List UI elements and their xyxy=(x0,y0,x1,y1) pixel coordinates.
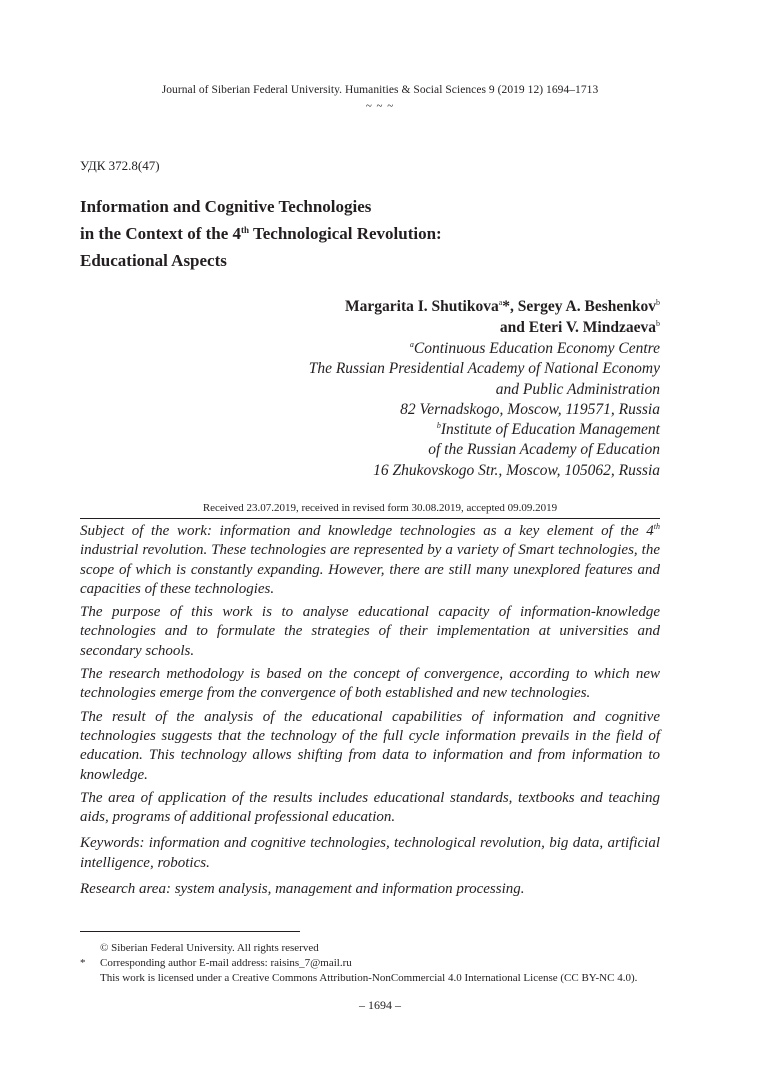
author-3-affil: b xyxy=(656,319,660,328)
udk-code: УДК 372.8(47) xyxy=(80,158,160,173)
copyright-text: © Siberian Federal University. All rights reserved xyxy=(100,942,319,954)
header-ornament: ~ ~ ~ xyxy=(365,100,395,112)
footnote-corresponding xyxy=(80,956,680,971)
authors-line-2 xyxy=(345,317,660,338)
journal-header: Journal of Siberian Federal University. Humanities & Social Sciences 9 (2019 12) 1694–1713 xyxy=(161,84,599,96)
footnote-star: * xyxy=(80,957,86,969)
abstract-subject-pre: Subject of the work: information and knowledge technologies as a key element of the 4 xyxy=(80,523,654,539)
affil-b-name: Institute of Education Management xyxy=(440,421,660,439)
affil-a-mark: a xyxy=(409,340,414,349)
affil-a-address: 82 Vernadskogo, Moscow, 119571, Russia xyxy=(400,400,660,418)
author-1-affil: a xyxy=(498,298,503,307)
received-dates: Received 23.07.2019, received in revised form 30.08.2019, accepted 09.09.2019 xyxy=(202,502,558,514)
author-1: Margarita I. Shutikova xyxy=(345,298,499,315)
affil-b-mark: b xyxy=(436,421,441,431)
keywords: Keywords: information and cognitive technologies, technological revolution, big data, artificial intelligence, robotics. xyxy=(80,835,660,871)
abstract-result: The result of the analysis of the educational capabilities of information and cognitive technologies suggests that the technology of the full cycle information prevails in the field of education. This technology allows shifting from data to information and from information to knowledge. xyxy=(80,708,660,783)
affil-a-name: Continuous Education Economy Centre xyxy=(413,340,660,357)
paper-title xyxy=(80,193,640,274)
author-3: and Eteri V. Mindzaeva xyxy=(499,319,656,336)
affil-b-address: 16 Zhukovskogo Str., Moscow, 105062, Russia xyxy=(373,461,660,479)
title-line-2-post: Technological Revolution: xyxy=(249,224,442,243)
research-area: Research area: system analysis, management and information processing. xyxy=(80,881,525,898)
footnotes xyxy=(80,941,680,986)
affil-b-line-2: of the Russian Academy of Education xyxy=(428,441,660,459)
abstract-superscript: th xyxy=(653,522,660,531)
title-line-1: Information and Cognitive Technologies xyxy=(80,197,372,216)
abstract-subject-post: industrial revolution. These technologies are represented by a variety of Smart technologies, the scope of which is constantly expanding. However, there are still many unexplored features and capacities of these technologies. xyxy=(80,542,660,597)
authors-line-1 xyxy=(345,296,660,317)
abstract-application: The area of application of the results includes educational standards, textbooks and teaching aids, programs of additional professional education. xyxy=(80,789,660,826)
author-1-mark: *, xyxy=(502,298,514,315)
affil-a-line-2: The Russian Presidential Academy of National Economy xyxy=(308,360,660,378)
title-line-3: Educational Aspects xyxy=(80,251,227,270)
affil-a-line-3: and Public Administration xyxy=(495,380,660,398)
abstract xyxy=(80,522,660,903)
license-text: This work is licensed under a Creative Commons Attribution-NonCommercial 4.0 International License (CC BY-NC 4.0). xyxy=(100,972,638,984)
abstract-methodology: The research methodology is based on the concept of convergence, according to which new technologies emerge from the convergence of both established and new technologies. xyxy=(80,666,660,702)
affil-b-line-1 xyxy=(309,420,660,440)
affiliations xyxy=(309,339,660,481)
footnote-divider xyxy=(80,931,300,932)
title-line-2-pre: in the Context of the 4 xyxy=(80,224,242,243)
footnote-license xyxy=(80,971,680,986)
corresponding-author-text: Corresponding author E-mail address: raisins_7@mail.ru xyxy=(100,957,352,969)
author-list xyxy=(345,296,660,338)
title-line-2 xyxy=(80,220,640,247)
abstract-divider xyxy=(80,518,660,519)
author-2: Sergey A. Beshenkov xyxy=(513,298,656,315)
affil-a-line-1 xyxy=(309,339,660,359)
page-number: – 1694 – xyxy=(359,998,401,1012)
abstract-subject xyxy=(80,522,660,599)
author-2-affil: b xyxy=(656,298,660,307)
title-superscript: th xyxy=(241,225,250,235)
footnote-copyright xyxy=(80,941,680,956)
abstract-purpose: The purpose of this work is to analyse educational capacity of information-knowledge technologies and to formulate the strategies of their implementation at universities and secondary schools. xyxy=(80,604,660,659)
